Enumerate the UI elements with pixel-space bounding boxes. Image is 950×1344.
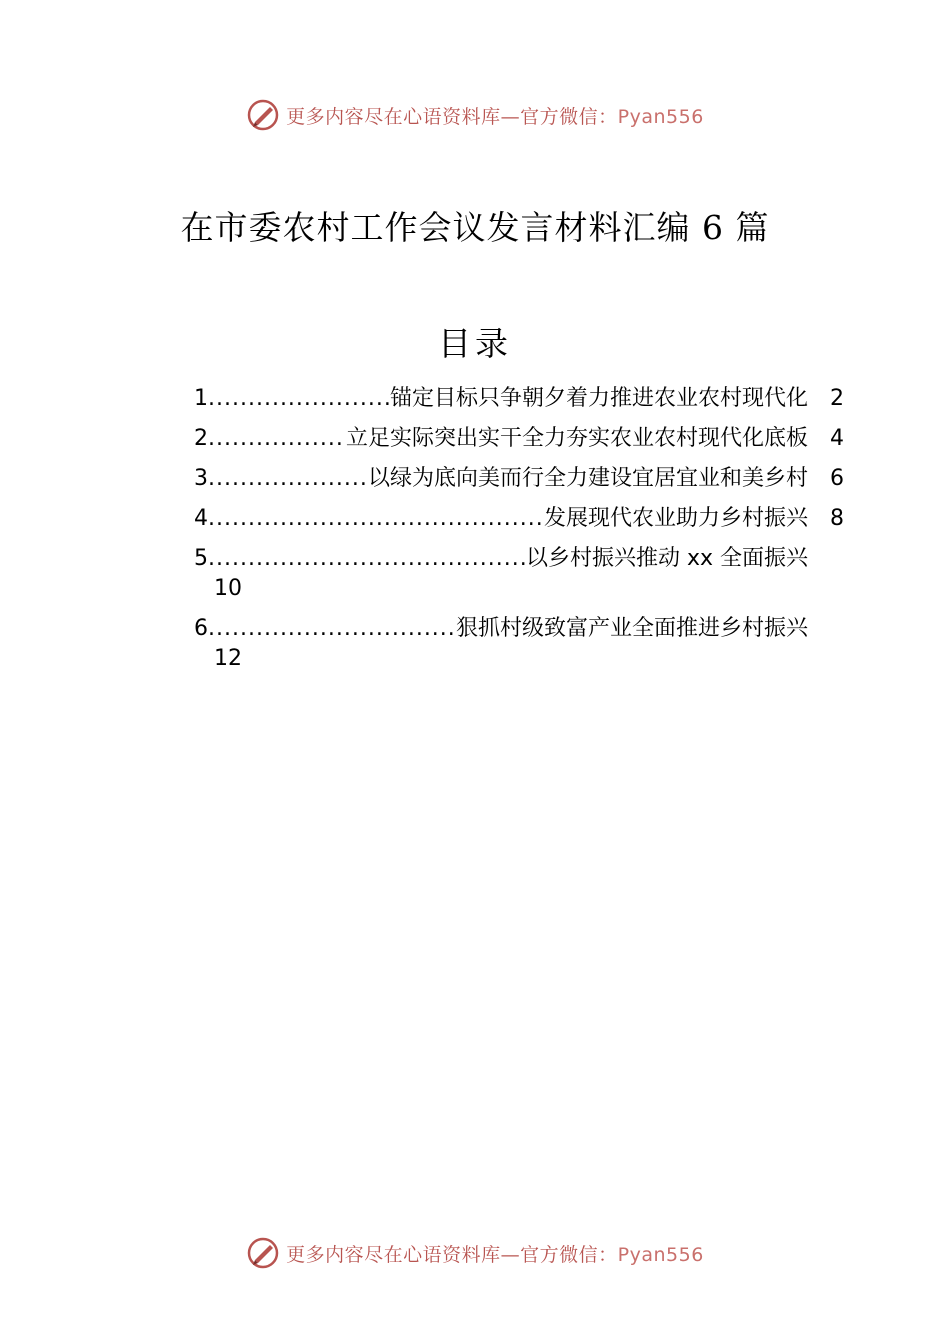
toc-entry-page: 12 bbox=[214, 646, 242, 671]
toc-entry-page: 6 bbox=[830, 466, 844, 491]
toc-leader-dots bbox=[208, 424, 346, 454]
toc-entry-page: 2 bbox=[830, 386, 844, 411]
toc-entry-number: 3 bbox=[194, 466, 208, 491]
toc-entry-page: 8 bbox=[830, 506, 844, 531]
toc-heading: 目录 bbox=[438, 324, 512, 363]
toc-entry-6[interactable] bbox=[194, 614, 844, 684]
toc-entry-number: 4 bbox=[194, 506, 208, 531]
toc-entry-title: 以乡村振兴推动 xx 全面振兴 bbox=[525, 546, 808, 571]
toc-entry-page: 10 bbox=[214, 576, 242, 601]
toc-entry-title: 以绿为底向美而行全力建设宜居宜业和美乡村 bbox=[367, 466, 808, 491]
table-of-contents bbox=[194, 384, 844, 684]
watermark-wechat-id: Pyan556 bbox=[617, 105, 704, 128]
watermark-text: 更多内容尽在心语资料库—官方微信：Pyan556 bbox=[286, 105, 704, 128]
toc-entry-1[interactable] bbox=[194, 384, 844, 424]
toc-entry-number: 2 bbox=[194, 426, 208, 451]
toc-leader-dots bbox=[208, 544, 526, 574]
toc-leader-dots bbox=[208, 614, 456, 644]
toc-entry-number: 5 bbox=[194, 546, 208, 571]
toc-entry-2[interactable] bbox=[194, 424, 844, 464]
toc-leader-dots bbox=[208, 384, 390, 414]
toc-entry-3[interactable] bbox=[194, 464, 844, 504]
toc-entry-title: 锚定目标只争朝夕着力推进农业农村现代化 bbox=[389, 386, 808, 411]
watermark-wechat-id: Pyan556 bbox=[617, 1243, 704, 1266]
pen-logo-icon bbox=[246, 98, 280, 132]
toc-entry-4[interactable] bbox=[194, 504, 844, 544]
toc-entry-page: 4 bbox=[830, 426, 844, 451]
toc-entry-title: 狠抓村级致富产业全面推进乡村振兴 bbox=[455, 616, 808, 641]
toc-leader-dots bbox=[208, 464, 368, 494]
toc-entry-title: 立足实际突出实干全力夯实农业农村现代化底板 bbox=[345, 426, 808, 451]
watermark-text: 更多内容尽在心语资料库—官方微信：Pyan556 bbox=[286, 1243, 704, 1266]
watermark-footer bbox=[0, 1233, 950, 1273]
pen-logo-icon bbox=[246, 1236, 280, 1270]
document-title: 在市委农村工作会议发言材料汇编 6 篇 bbox=[180, 208, 770, 247]
toc-entry-number: 1 bbox=[194, 386, 208, 411]
toc-entry-number: 6 bbox=[194, 616, 208, 641]
toc-entry-5[interactable] bbox=[194, 544, 844, 614]
toc-leader-dots bbox=[208, 504, 544, 534]
watermark-header bbox=[0, 95, 950, 135]
toc-entry-title: 发展现代农业助力乡村振兴 bbox=[543, 506, 808, 531]
